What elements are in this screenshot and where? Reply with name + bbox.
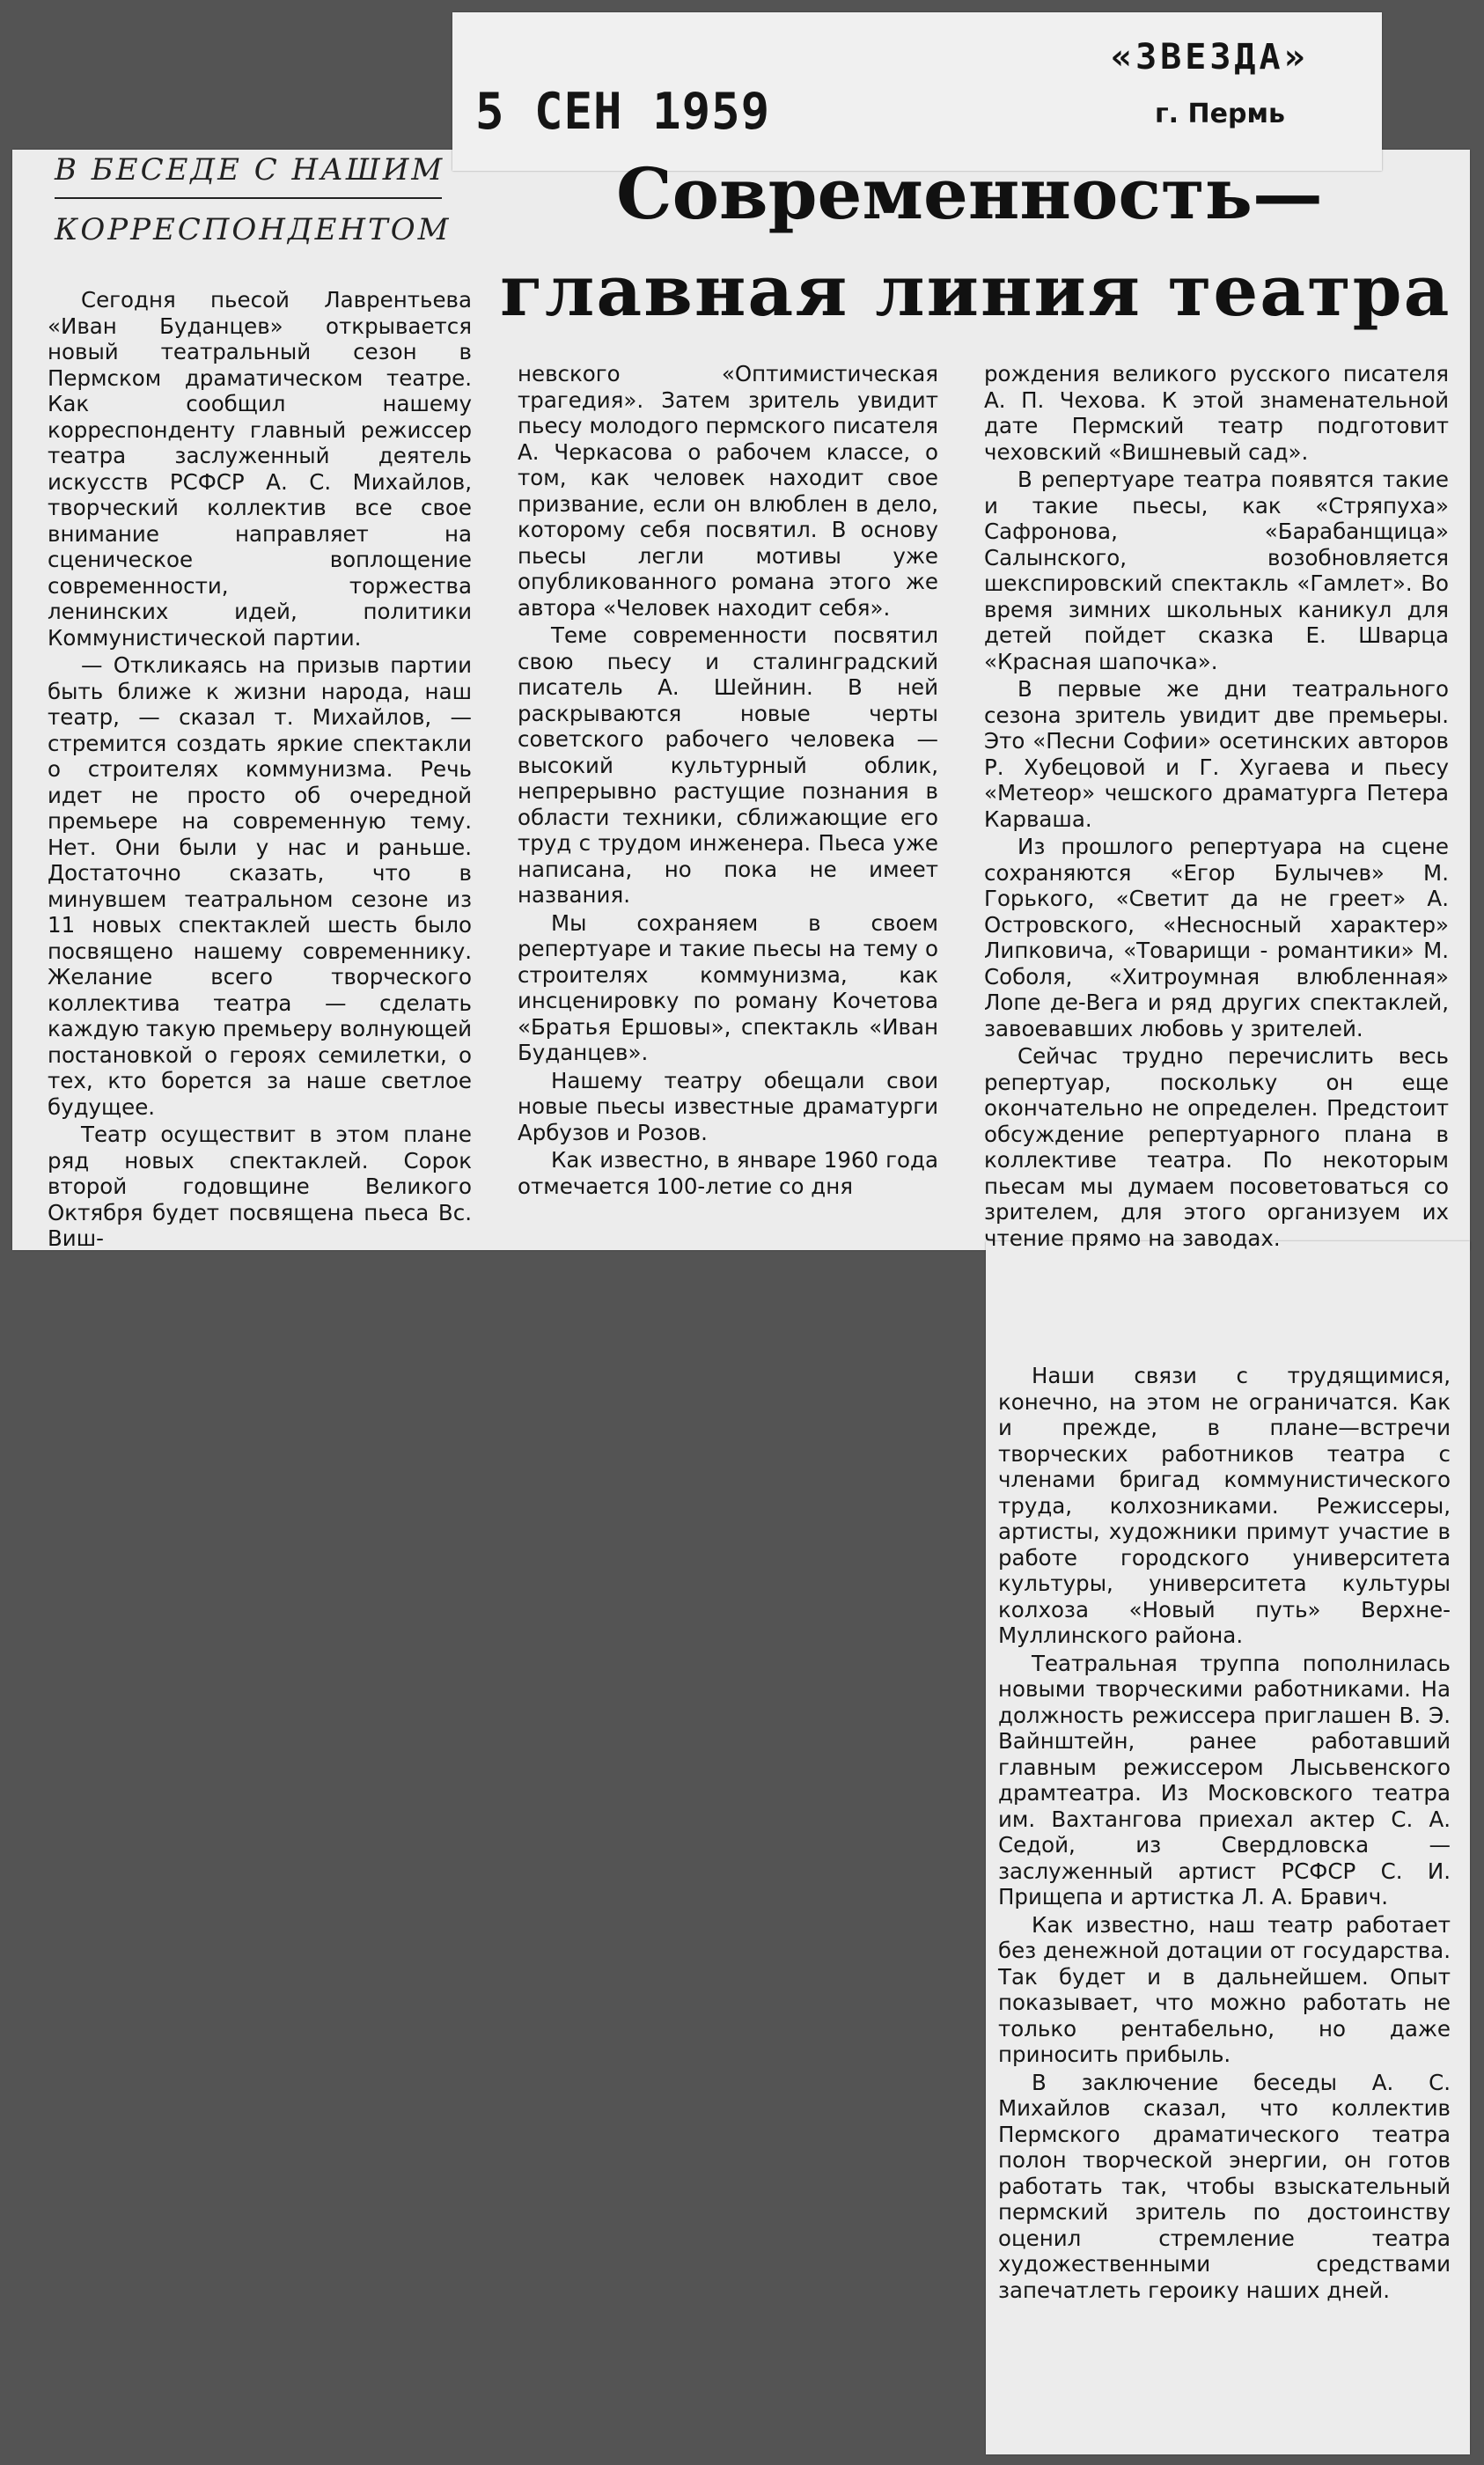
paragraph: Наши связи с трудящимися, конечно, на этом не ограничатся. Как и прежде, в плане—встречи творческих работников театра с членами бригад коммунистического труда, колхозниками. Режиссеры, артисты, художники примут участие в работе городского университета культуры, университета культуры колхоза «Новый путь» Верхне-Муллинского района. — [998, 1363, 1451, 1648]
date-stamp: 5 СЕН 1959 — [475, 82, 771, 141]
paragraph: Нашему театру обещали свои новые пьесы известные драматурги Арбузов и Розов. — [518, 1067, 938, 1145]
newspaper-stamp: «ЗВЕЗДА» — [1111, 37, 1309, 77]
article-column-2 — [518, 361, 938, 1199]
article-column-4 — [998, 1363, 1451, 2303]
paragraph: невского «Оптимистическая трагедия». Затем зритель увидит пьесу молодого пермского писателя А. Черкасова о рабочем классе, о том, как человек находит свое призвание, если он влюблен в дело, которому себя посвятил. В основу пьесы легли мотивы уже опубликованного романа этого же автора «Человек находит себя». — [518, 361, 938, 621]
paragraph: Как известно, в январе 1960 года отмечается 100-летие со дня — [518, 1147, 938, 1199]
paragraph: Театр осуществит в этом плане ряд новых спектаклей. Сорок второй годовщине Великого Октября будет посвящена пьеса Вс. Виш- — [48, 1122, 472, 1251]
paragraph: Сейчас трудно перечислить весь репертуар, поскольку он еще окончательно не определен. Предстоит обсуждение репертуарного плана в коллективе театра. По некоторым пьесам мы думаем посоветоваться со зрителем, для этого организуем их чтение прямо на заводах. — [984, 1043, 1449, 1251]
paragraph: Из прошлого репертуара на сцене сохраняются «Егор Булычев» М. Горького, «Светит да не греет» А. Островского, «Несносный характер» Липковича, «Товарищи - романтики» М. Соболя, «Хитроумная влюбленная» Лопе де-Вега и ряд других спектаклей, завоевавших любовь у зрителей. — [984, 834, 1449, 1041]
paragraph: Теме современности посвятил свою пьесу и сталинградский писатель А. Шейнин. В ней раскрываются новые черты советского рабочего человека — высокий культурный облик, непрерывно растущие познания в области техники, сближающие его труд с трудом инженера. Пьеса уже написана, но пока не имеет названия. — [518, 622, 938, 908]
headline-line-2: главная линия театра — [500, 249, 1451, 332]
paragraph: В заключение беседы А. С. Михайлов сказал, что коллектив Пермского драматического театра полон творческой энергии, он готов работать так, чтобы взыскательный пермский зритель по достоинству оценил стремление театра художественными средствами запечатлеть героику наших дней. — [998, 2069, 1451, 2303]
rubric-line-2: КОРРЕСПОНДЕНТОМ — [55, 212, 452, 247]
city-stamp: г. Пермь — [1155, 99, 1285, 129]
paragraph: Театральная труппа пополнилась новыми творческими работниками. На должность режиссера приглашен В. Э. Вайнштейн, ранее работавший главным режиссером Лысьвенского драмтеатра. Из Московского театра им. Вахтангова приехал актер С. А. Седой, из Свердловска — заслуженный артист РСФСР С. И. Прищепа и артистка Л. А. Бравич. — [998, 1650, 1451, 1909]
rubric — [55, 150, 452, 250]
rubric-divider — [55, 197, 442, 199]
paragraph: В репертуаре театра появятся такие и такие пьесы, как «Стряпуха» Сафронова, «Барабанщица» Салынского, возобновляется шекспировский спектакль «Гамлет». Во время зимних школьных каникул для детей пойдет сказка Е. Шварца «Красная шапочка». — [984, 467, 1449, 674]
rubric-line-1: В БЕСЕДЕ С НАШИМ — [55, 152, 445, 188]
paragraph: Мы сохраняем в своем репертуаре и такие пьесы на тему о строителях коммунизма, как инсценировку по роману Кочетова «Братья Ершовы», спектакль «Иван Буданцев». — [518, 909, 938, 1065]
paragraph: В первые же дни театрального сезона зритель увидит две премьеры. Это «Песни Софии» осетинских авторов Р. Хубецовой и Г. Хугаева и пьесу «Метеор» чешского драматурга Петера Карваша. — [984, 676, 1449, 832]
paragraph: рождения великого русского писателя А. П. Чехова. К этой знаменательной дате Пермский театр подготовит чеховский «Вишневый сад». — [984, 361, 1449, 465]
headline-line-1: Современность— — [616, 152, 1323, 235]
article-column-3 — [984, 361, 1449, 1251]
paragraph: — Откликаясь на призыв партии быть ближе к жизни народа, наш театр, — сказал т. Михайлов, — стремится создать яркие спектакли о строителях коммунизма. Речь идет не просто об очередной премьере на современную тему. Нет. Они были у нас и раньше. Достаточно сказать, что в минувшем театральном сезоне из 11 новых спектаклей шесть было посвящено нашему современнику. Желание всего творческого коллектива театра — сделать каждую такую премьеру волнующей постановкой о героях семилетки, о тех, кто борется за наше светлое будущее. — [48, 652, 472, 1120]
paragraph: Как известно, наш театр работает без денежной дотации от государства. Так будет и в дальнейшем. Опыт показывает, что можно работать не только рентабельно, но даже приносить прибыль. — [998, 1911, 1451, 2067]
article-column-1 — [48, 287, 472, 1252]
paragraph: Сегодня пьесой Лаврентьева «Иван Буданцев» открывается новый театральный сезон в Пермском драматическом театре. Как сообщил нашему корреспонденту главный режиссер театра заслуженный деятель искусств РСФСР А. С. Михайлов, творческий коллектив все свое внимание направляет на сценическое воплощение современности, торжества ленинских идей, политики Коммунистической партии. — [48, 287, 472, 651]
